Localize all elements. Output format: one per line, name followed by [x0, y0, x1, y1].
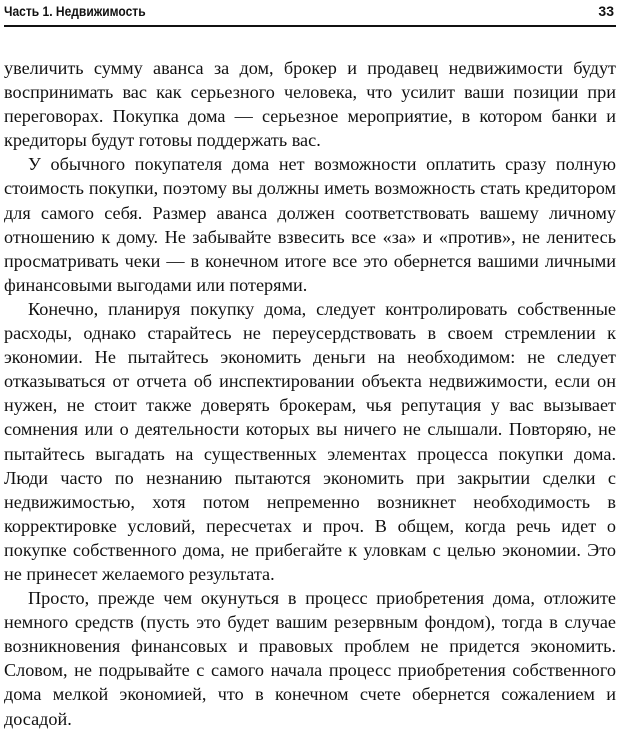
- paragraph-reserve-fund: Просто, прежде чем окунуться в процесс приобретения дома, отложите немного средств (пусть это будет вашим резервным фондом), тогда в случае возникновения финансовых и правовых проблем не придется экономить. Словом, не подрывайте с самого начала процесс приобретения собственного дома мелкой экономией, что в конечном счете обернется сожалением и досадой.: [4, 588, 616, 729]
- paragraph-expenses: Конечно, планируя покупку дома, следует контролировать собственные расходы, однако старайтесь не переусердствовать в своем стремлении к экономии. Не пытайтесь экономить деньги на необходимом: не следует отказываться от отчета об инспектировании объекта недвижимости, если он нужен, не стоит также доверять брокерам, чья репутация у вас вызывает сомнения или о деятельности которых вы ничего не слышали. Повторяю, не пытайтесь выгадать на существенных элементах процесса покупки дома. Люди часто по незнанию пытаются экономить при закрытии сделки с недвижимостью, хотя потом непременно возникнет необходимость в корректировке условий, пересчетах и проч. В общем, когда речь идет о покупке собственного дома, не прибегайте к уловкам с целью экономии. Это не принесет желаемого результата.: [4, 298, 616, 584]
- page-number: 33: [598, 3, 614, 19]
- paragraph-continuation: увеличить сумму аванса за дом, брокер и продавец недвижимости будут воспринимать вас как серьезного человека, что усилит ваши позиции при переговорах. Покупка дома — серьезное мероприятие, в котором банки и кредиторы будут готовы поддержать вас.: [4, 58, 616, 151]
- running-header: [4, 3, 616, 25]
- paragraph-down-payment: У обычного покупателя дома нет возможности оплатить сразу полную стоимость покупки, поэтому вы должны иметь возможность стать кредитором для самого себя. Размер аванса должен соответствовать вашему личному отношению к дому. Не забывайте взвесить все «за» и «против», не ленитесь просматривать чеки — в конечном итоге все это обернется вашими личными финансовыми выгодами или потерями.: [4, 154, 616, 295]
- section-title: Часть 1. Недвижимость: [4, 3, 146, 19]
- body-text: [4, 56, 616, 731]
- header-rule: [4, 25, 616, 27]
